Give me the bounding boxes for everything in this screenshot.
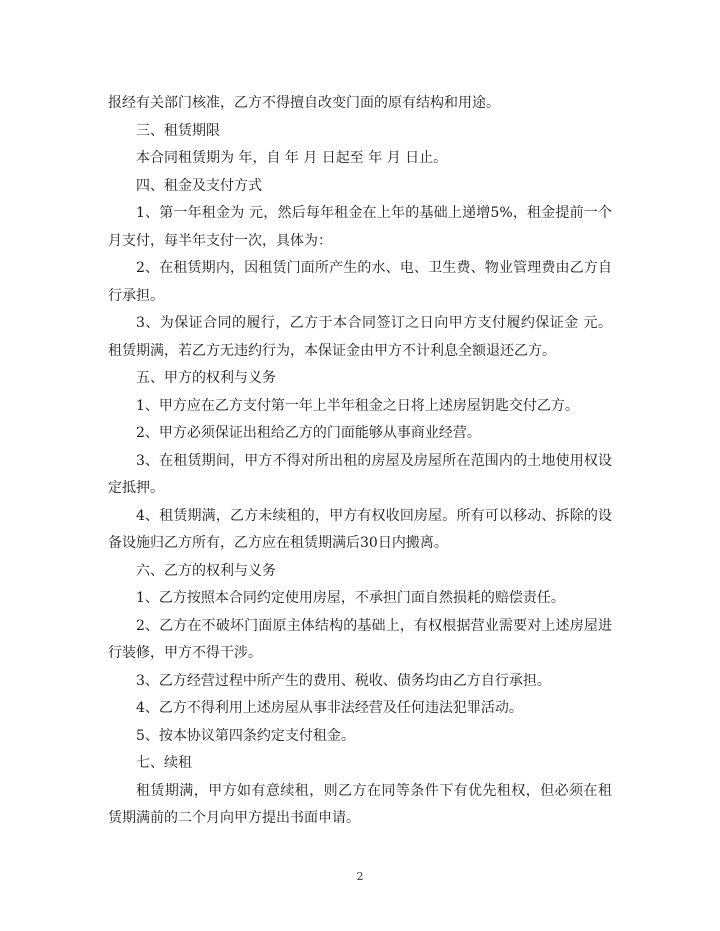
clause-line: 4、租赁期满，乙方未续租的，甲方有权收回房屋。所有可以移动、拆除的设 [136, 507, 612, 524]
clause-line: 2、在租赁期内，因租赁门面所产生的水、电、卫生费、物业管理费由乙方自 [136, 260, 612, 276]
document-body [108, 90, 612, 833]
clause-line: 1、乙方按照本合同约定使用房屋，不承担门面自然损耗的赔偿责任。 [136, 590, 565, 606]
section-heading-party-b-rights: 六、乙方的权利与义务 [136, 562, 276, 579]
section-heading-rent-payment: 四、租金及支付方式 [136, 177, 262, 194]
clause-rent-2 [108, 255, 612, 310]
section-heading-party-a-rights: 五、甲方的权利与义务 [136, 370, 276, 386]
clause-party-a-4 [108, 503, 612, 558]
page-number: 2 [356, 870, 364, 883]
clause-party-b-4 [108, 695, 612, 723]
clause-line: 备设施归乙方所有，乙方应在租赁期满后30日内搬离。 [108, 535, 448, 551]
clause-line: 行承担。 [108, 287, 164, 304]
clause-party-a-2 [108, 420, 612, 448]
clause-line: 2、乙方在不破坏门面原主体结构的基础上，有权根据营业需要对上述房屋进 [136, 617, 612, 634]
clause-line: 1、第一年租金为 元，然后每年租金在上年的基础上递增5%，租金提前一个 [136, 205, 612, 221]
section-heading-renewal: 七、续租 [136, 755, 192, 771]
clause-line: 租赁期满，甲方如有意续租，则乙方在同等条件下有优先租权，但必须在租 [136, 782, 612, 799]
clause-line: 定抵押。 [108, 480, 164, 496]
clause-party-b-1 [108, 585, 612, 613]
section-heading-lease-term: 三、租赁期限 [136, 122, 220, 139]
clause-party-a-3 [108, 448, 612, 503]
clause-line: 3、为保证合同的履行，乙方于本合同签订之日向甲方支付履约保证金 元。 [136, 315, 612, 331]
clause-line: 赁期满前的二个月向甲方提出书面申请。 [108, 810, 360, 826]
section-party-b-rights [108, 558, 612, 751]
clause-line: 4、乙方不得利用上述房屋从事非法经营及任何违法犯罪活动。 [136, 700, 523, 716]
clause-line: 3、乙方经营过程中所产生的费用、税收、债务均由乙方自行承担。 [136, 672, 551, 689]
clause-renewal [108, 778, 612, 833]
clause-line: 1、甲方应在乙方支付第一年上半年租金之日将上述房屋钥匙交付乙方。 [136, 397, 579, 414]
clause-line: 本合同租赁期为 年，自 年 月 日起至 年 月 日止。 [136, 150, 448, 166]
section-lease-term [108, 118, 612, 173]
section-rent-payment [108, 173, 612, 366]
clause-party-a-1 [108, 393, 612, 421]
clause-line: 5、按本协议第四条约定支付租金。 [136, 727, 355, 744]
clause-line: 租赁期满，若乙方无违约行为，本保证金由甲方不计利息全额退还乙方。 [108, 342, 556, 359]
clause-rent-1 [108, 200, 612, 255]
clause-party-b-3 [108, 668, 612, 696]
clause-lease-period [108, 145, 612, 173]
carryover-line: 报经有关部门核准，乙方不得擅自改变门面的原有结构和用途。 [108, 95, 500, 111]
clause-line: 行装修，甲方不得干涉。 [108, 645, 262, 661]
clause-party-b-5 [108, 723, 612, 751]
clause-line: 月支付，每半年支付一次，具体为： [108, 232, 332, 249]
section-renewal [108, 750, 612, 833]
clause-line: 2、甲方必须保证出租给乙方的门面能够从事商业经营。 [136, 425, 481, 441]
section-party-a-rights [108, 365, 612, 558]
clause-line: 3、在租赁期间，甲方不得对所出租的房屋及房屋所在范围内的土地使用权设 [136, 452, 612, 469]
clause-rent-3 [108, 310, 612, 365]
clause-party-b-2 [108, 613, 612, 668]
